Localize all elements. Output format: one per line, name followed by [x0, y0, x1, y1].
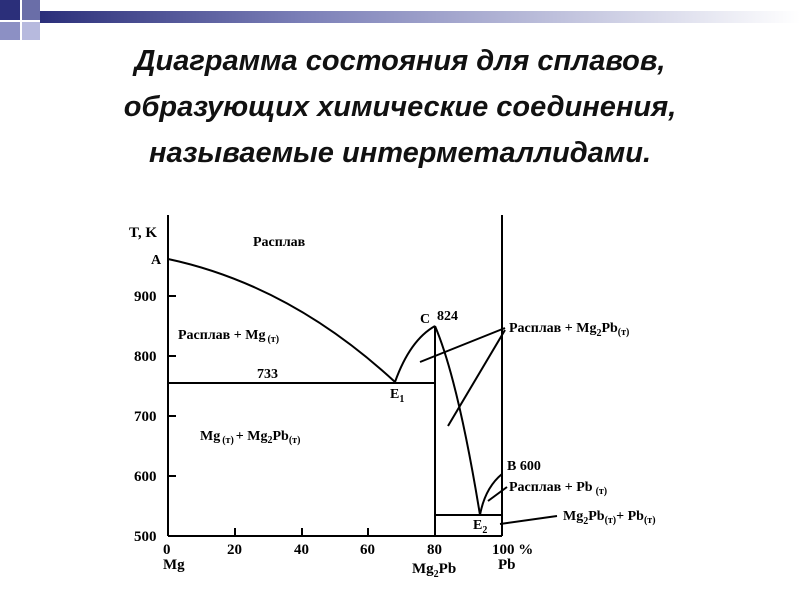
region-label-melt-pb: Расплав + Pb $_{(т)}$	[509, 480, 608, 497]
point-label-e2: $E_2$	[473, 518, 488, 536]
point-label-e1: $E_1$	[390, 387, 405, 405]
y-tick-label: 600	[134, 469, 157, 485]
point-label-b: B 600	[507, 459, 541, 474]
leader-line	[488, 487, 507, 501]
title-line: называемые интерметаллидами.	[148, 137, 652, 169]
region-label-melt: Расплав	[253, 235, 306, 250]
region-label-mg-mg2pb: Mg $_{(т)} + Mg_2Pb_{(т)}$	[200, 429, 301, 446]
region-label-melt-mg: Расплав + Mg $_{(т)}$	[178, 328, 280, 345]
x-tick-label: 20	[227, 542, 242, 558]
temperature-label-824: 824	[437, 309, 458, 324]
leader-line	[420, 328, 505, 362]
temperature-label-733: 733	[257, 367, 278, 382]
x-tick-label: 80	[427, 542, 442, 558]
x-tick-label: 0	[163, 542, 171, 558]
y-axis-label: T, K	[129, 225, 158, 241]
component-label-pb: Pb	[498, 557, 516, 573]
point-label-c: C	[420, 312, 431, 327]
region-label-melt-mg2pb: Расплав + $Mg_2Pb_{(т)}$	[509, 321, 630, 339]
component-label-mg: Mg	[163, 557, 185, 573]
x-tick-label: 100 %	[492, 542, 534, 558]
y-tick-label: 900	[134, 289, 157, 305]
leader-line	[500, 516, 557, 524]
point-label-a: A	[151, 253, 162, 268]
y-tick-label: 500	[134, 529, 157, 545]
region-label-mg2pb-pb: $Mg_2Pb_{(т)}+ Pb_{(т)}$	[563, 509, 656, 527]
component-label-mg2pb: $Mg_2Pb$	[412, 561, 457, 580]
liquidus-curve-a-e1	[168, 259, 395, 382]
x-tick-label: 60	[360, 542, 375, 558]
title-line: образующих химические соединения,	[123, 91, 677, 123]
x-tick-label: 40	[294, 542, 309, 558]
title-line: Диаграмма состояния для сплавов,	[134, 45, 666, 77]
liquidus-curve-e1-c	[395, 326, 435, 382]
y-tick-label: 700	[134, 409, 157, 425]
y-tick-label: 800	[134, 349, 157, 365]
leader-line	[448, 330, 505, 426]
liquidus-curve-e2-b	[480, 474, 502, 515]
